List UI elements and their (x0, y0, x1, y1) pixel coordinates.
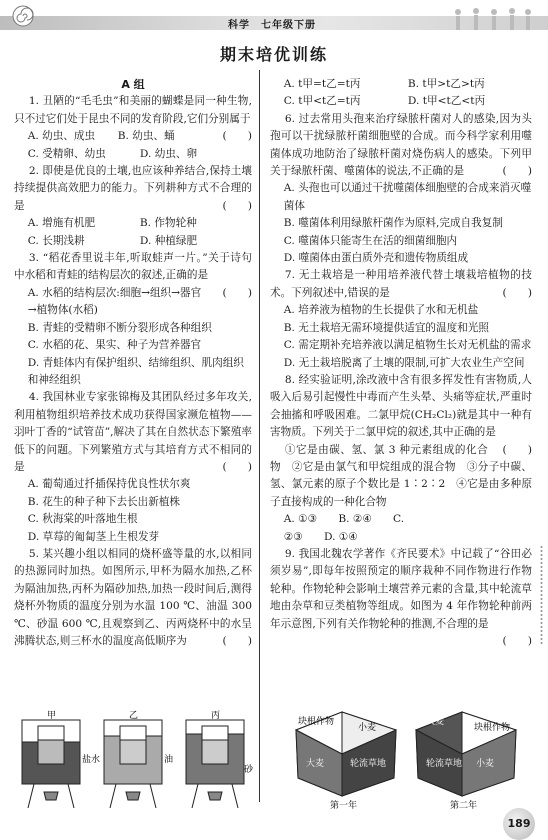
paragraph-text: A. 葡萄通过扦插保持优良性状尔爽 (27, 478, 191, 491)
label-water: 盐水 (82, 755, 101, 765)
option-text: A. t甲=t乙=t丙 (283, 78, 361, 90)
option-row (270, 511, 532, 546)
right-column (270, 76, 532, 650)
option-text: A. ①③ B. ②④ C. ②③ D. ①④ (283, 513, 405, 543)
paragraph-text: C. 水稻的花、果实、种子为营养器官 (27, 339, 202, 352)
question-stem (270, 546, 532, 647)
paragraph-text: 8. 经实验证明,涂改液中含有很多挥发性有害物质,人吸入后易引起慢性中毒而产生头晕、头痛等症状,严重时会抽搐和呼吸困难。二氯甲烷(CH₂Cl₂)就是其中一种有害物质。下列关于二氯甲烷的叙述,其中正确的是 (270, 373, 532, 439)
question-stem (270, 267, 532, 302)
paragraph-text: D. 噬菌体由蛋白质外壳和遗传物质组成 (283, 252, 469, 265)
option-text (270, 215, 532, 232)
answer-parentheses: ( ) (502, 635, 532, 647)
label-y1-block1: 块根作物 (298, 717, 335, 727)
option-text: C. t甲<t乙=t丙 (283, 95, 361, 108)
people-icon (448, 6, 538, 34)
paragraph-text: 3. “稻花香里说丰年,听取蛙声一片。”关于诗句中水稻和青蛙的结构层次的叙述,正确的是 (14, 252, 252, 282)
paragraph-text: D. 草莓的匍匐茎上生根发芽 (27, 530, 160, 543)
option-text (270, 355, 532, 372)
label-y1-block2: 小麦 (358, 723, 377, 733)
option-row (14, 128, 208, 145)
label-bing: 丙 (211, 711, 221, 721)
paragraph-text: A. 头孢也可以通过干扰噬菌体细胞壁的合成来消灭噬菌体 (283, 182, 532, 212)
label-y2-block1: 大麦 (426, 717, 445, 727)
paragraph-text: 4. 我国林业专家张锦梅及其团队经过多年攻关,利用植物组织培养技术成功获得国家濒危植物——羽叶丁香的“试管苗”,解决了其在自然状态下繁殖率低下的问题。下列繁殖方式与其培育方式不相同的是 (14, 391, 252, 473)
paragraph-text: C. 噬菌体只能寄生在活的细菌细胞内 (283, 234, 458, 247)
answer-parentheses: ( ) (222, 199, 252, 212)
option-text (270, 180, 532, 215)
option-text (270, 320, 532, 337)
option-text (270, 250, 532, 267)
paragraph-text: B. 花生的种子种下去长出新植株 (27, 495, 181, 508)
page-number: 189 (503, 808, 535, 840)
paragraph-text: B. 青蛙的受精卵不断分裂形成各种组织 (27, 321, 212, 334)
paragraph-text: 7. 无土栽培是一种用培养液代替土壤栽培植物的技术。下列叙述中,错误的是 (270, 269, 532, 299)
margin-dots (540, 545, 543, 645)
paragraph-text: 1. 丑陋的“毛毛虫”和美丽的蝴蝶是同一种生物,只不过它们处于昆虫不同的发育阶段,它们分别属于 (14, 95, 252, 125)
paragraph-text: 5. 某兴趣小组以相同的烧杯盛等量的水,以相同的热源同时加热。如图所示,甲杯为隔水加热,乙杯为隔油加热,丙杯为隔砂加热,加热一段时间后,测得烧杯外物质的温度分别为水温 100 ℃、油温 300 ℃、砂温 600 ℃,且观察到乙、丙两烧杯中的水呈沸腾状态,则三杯水的温度高低顺序为 (14, 547, 252, 647)
option-text: C. 受精卵、幼虫 (27, 147, 106, 160)
question-stem (14, 250, 252, 299)
option-text: C. 长期浅耕 (27, 234, 85, 247)
option-text (14, 476, 252, 493)
option-text: B. 幼虫、蛹 (117, 130, 175, 143)
option-text: A. 增施有机肥 (27, 217, 96, 230)
question-stem (270, 111, 532, 181)
label-y2-block2: 块根作物 (474, 723, 511, 733)
paragraph-text: 6. 过去常用头孢来治疗绿脓杆菌对人的感染,因为头孢可以干扰绿脓杆菌细胞壁的合成。而今科学家利用噬菌体成功地防治了绿脓杆菌对烧伤病人的感染。下列甲关于绿脓杆菌、噬菌体的说法,不正确的是 (270, 112, 532, 178)
option-text: D. 幼虫、卵 (139, 147, 198, 160)
answer-parentheses: ( ) (502, 286, 532, 299)
option-text: A. 幼虫、成虫 (27, 130, 96, 143)
answer-parentheses: ( ) (222, 460, 252, 473)
left-question-list (14, 93, 252, 650)
label-jia: 甲 (47, 711, 57, 721)
option-text (14, 494, 252, 511)
option-text: B. t甲>t乙>t丙 (407, 78, 485, 90)
label-y1-block3: 大麦 (306, 759, 325, 769)
paragraph-text: ①它是由碳、氢、氯 3 种元素组成的化合物 ②它是由氯气和甲烷组成的混合物 ③分子中碳、氢、氯元素的原子个数比是 1∶2∶2 ④它是由多种原子直接构成的一种化合物 (270, 443, 532, 508)
right-question-list (270, 76, 532, 647)
label-y2-block4: 小麦 (476, 759, 495, 769)
answer-parentheses: ( ) (222, 130, 252, 143)
option-text: D. 种植绿肥 (139, 234, 198, 247)
option-row (14, 233, 252, 250)
header-title: 科学 七年级下册 (228, 20, 316, 31)
option-text (270, 233, 532, 250)
option-row (270, 93, 532, 110)
paragraph-text: A. 培养液为植物的生长提供了水和无机盐 (283, 304, 479, 317)
option-text (14, 320, 252, 337)
option-text: D. t甲<t乙<t丙 (407, 95, 486, 108)
page-header (0, 0, 548, 40)
crop-rotation-figure (286, 700, 526, 810)
label-sand: 砂 (244, 765, 254, 775)
paragraph-text: 9. 我国北魏农学著作《齐民要术》中记载了“谷田必须岁易”,即每年按照预定的顺序栽种不同作物进行作物轮种。作物轮种会影响土壤营养元素的含量,其中轮流草地由杂草和豆类植物等组成。如图为 4 年作物轮种前两年示意图,下列有关作物轮种的推测,不合理的是 (270, 547, 532, 630)
paragraph-text: C. 秋海棠的叶落地生根 (27, 513, 138, 526)
paragraph-text: D. 青蛙体内有保护组织、结缔组织、肌肉组织和神经组织 (27, 356, 244, 386)
paragraph-text: 2. 即使是优良的土壤,也应该种养结合,保持土壤持续提供高效肥力的能力。下列耕种方式不合理的是 (14, 165, 252, 212)
question-stem (14, 389, 252, 476)
answer-parentheses: ( ) (222, 635, 252, 647)
label-year2: 第二年 (450, 801, 478, 810)
option-text (408, 511, 532, 546)
option-text (14, 337, 252, 354)
option-text (14, 529, 252, 546)
question-stem (270, 372, 532, 456)
label-yi: 乙 (129, 711, 139, 721)
paragraph-text: B. 无土栽培无需环境提供适宜的温度和光照 (283, 321, 489, 334)
option-row (14, 215, 252, 232)
option-text (14, 511, 252, 528)
label-oil: 油 (164, 755, 174, 765)
paragraph-text: C. 需定期补充培养液以满足植物生长对无机盐的需求 (283, 339, 532, 352)
question-stem (14, 546, 252, 650)
section-heading: A 组 (121, 78, 145, 91)
beaker-heating-figure (14, 710, 254, 810)
option-text (14, 355, 252, 390)
option-text (270, 302, 532, 319)
answer-parentheses: ( ) (502, 165, 532, 178)
column-divider (259, 70, 260, 802)
left-column (14, 76, 252, 650)
page-title: 期末培优训练 (219, 45, 328, 64)
label-year1: 第一年 (330, 801, 358, 810)
option-row (14, 146, 252, 163)
option-text: B. 作物轮种 (139, 217, 197, 230)
paragraph-text: D. 无土栽培脱离了土壤的限制,可扩大农业生产空间 (283, 356, 525, 369)
paragraph-text: B. 噬菌体利用绿脓杆菌作为原料,完成自我复制 (283, 217, 503, 230)
label-y2-block3: 轮流草地 (426, 759, 463, 769)
label-y1-block4: 轮流草地 (350, 759, 387, 769)
answer-parentheses: ( ) (502, 443, 532, 456)
answer-parentheses: ( ) (222, 286, 252, 299)
paragraph-text: A. 水稻的结构层次:细胞→组织→器官→植物体(水稻) (27, 286, 202, 317)
question-stem (14, 163, 252, 215)
option-row (270, 76, 532, 93)
spiral-logo-icon (12, 5, 34, 27)
option-text (270, 337, 532, 354)
